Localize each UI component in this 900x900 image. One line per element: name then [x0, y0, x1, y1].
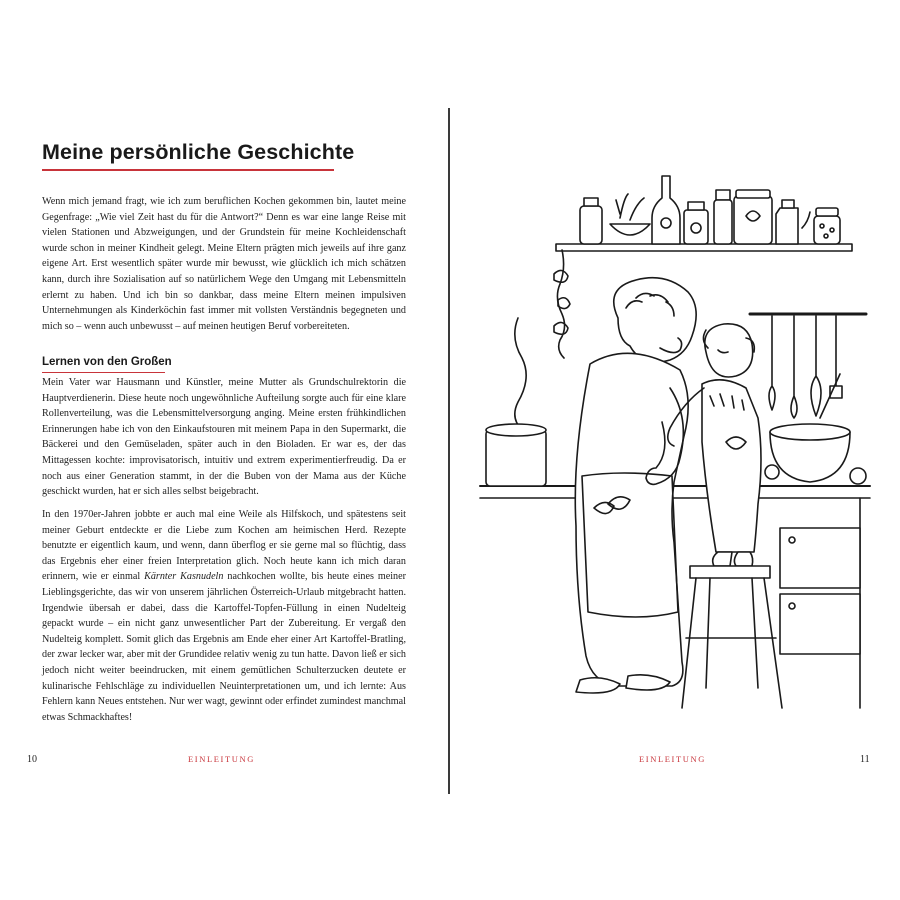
utensil-rail [750, 314, 866, 418]
title-underline [42, 169, 334, 171]
page-gutter-line [448, 108, 450, 794]
kitchen-illustration [470, 168, 880, 728]
section-subheading: Lernen von den Großen [42, 356, 172, 368]
running-footer-left: EINLEITUNG [188, 754, 255, 764]
page-title: Meine persönliche Geschichte [42, 140, 355, 164]
page-number-left: 10 [27, 754, 37, 765]
subheading-underline [42, 372, 165, 373]
page-number-right: 11 [860, 754, 870, 765]
paragraph-3-text-b: nachkochen wollte, bis heute eines meiner Lieblingsgerichte, das wir von unserem jährlichen Österreich-Urlaub mitgebracht hatten. Irgendwie übersah er dabei, dass die Kartoffel-Topfen-Füllung in einen Nudelteig gepackt wurde – ein nicht ganz unwesentlicher Part der Zubereitung. Er vergaß den Nudelteig komplett. Somit glich das Ergebnis am Ende eher einer Art Kartoffel-Bratling, der zwar lecker war, aber mit der Grundidee relativ wenig zu tun hatte. Davon ließ er sich jedoch nicht weiter beeindrucken, mit einem gemütlichen Schulterzucken deutete er kulinarische Fehlschläge zu individuellen Neuinterpretationen um, und ich lernte: Aus Fehlern kann Neues entstehen. Nur wer wagt, gewinnt oder erfindet zumindest manchmal etwas Schmackhaftes! [42, 571, 406, 723]
running-footer-right: EINLEITUNG [639, 754, 706, 764]
dish-name-italic: Kärnter Kasnudeln [144, 571, 224, 583]
kitchen-shelf [554, 176, 852, 358]
paragraph-3-text-a: In den 1970er-Jahren jobbte er auch mal eine Weile als Hilfskoch, und spätestens seit meiner Geburt entdeckte er die Liebe zum Kochen am heimischen Herd. Rezepte benutzte er eigentlich kaum, und wenn, dann überflog er sie gerne mal so flüchtig, dass das Ergebnis eher einer freien Interpretation glich. Noch heute kann ich mich daran erinnern, wie er einmal [42, 509, 406, 583]
cooking-pot [486, 318, 546, 486]
body-paragraph-2: Mein Vater war Hausmann und Künstler, meine Mutter als Grundschulrektorin die Hauptverdienerin. Diese heute noch ungewöhnliche Aufteilung sorgte auch für eine klare Rollenverteilung, was die Lebensmittelversorgung anging. Meine ersten frühkindlichen Erinnerungen habe ich von den Einkaufstouren mit meinem Papa in den Supermarkt, die Bäckerei und den Gemüseladen, später auch in den Bioladen. Er war es, der das Mittagessen kochte: improvisatorisch, intuitiv und extrem experimentierfreudig. Da er noch aus einer Generation stammt, in der die Buben von der Mama aus der Küche geschickt wurden, hat er sich alles selbst beigebracht. [42, 377, 406, 498]
intro-paragraph: Wenn mich jemand fragt, wie ich zum beruflichen Kochen gekommen bin, lautet meine Gegenfrage: „Wie viel Zeit hast du für die Antwort?“ Denn es war eine lange Reise mit vielen Stationen und Abzweigungen, und der Grundstein für meine Kochleidenschaft wurde schon in meiner Kindheit gelegt. Meine Eltern prägten mich jeweils auf ihre ganz eigene Art. Erst wesentlich später wurde mir bewusst, wie glücklich ich mich schätzen kann, durch ihre Sozialisation auf so natürlichem Wege den Umgang mit Lebensmitteln erlernt zu haben. Und ich bin so dankbar, dass meine Eltern meinen impulsiven Unternehmungen als Kinderköchin fast immer mit vollsten Verständnis begegneten und mich so – wenn auch unbewusst – auf meinen heutigen Beruf vorbereiteten. [42, 196, 406, 332]
body-paragraph-3 [42, 507, 406, 725]
mixing-bowl [765, 374, 866, 484]
